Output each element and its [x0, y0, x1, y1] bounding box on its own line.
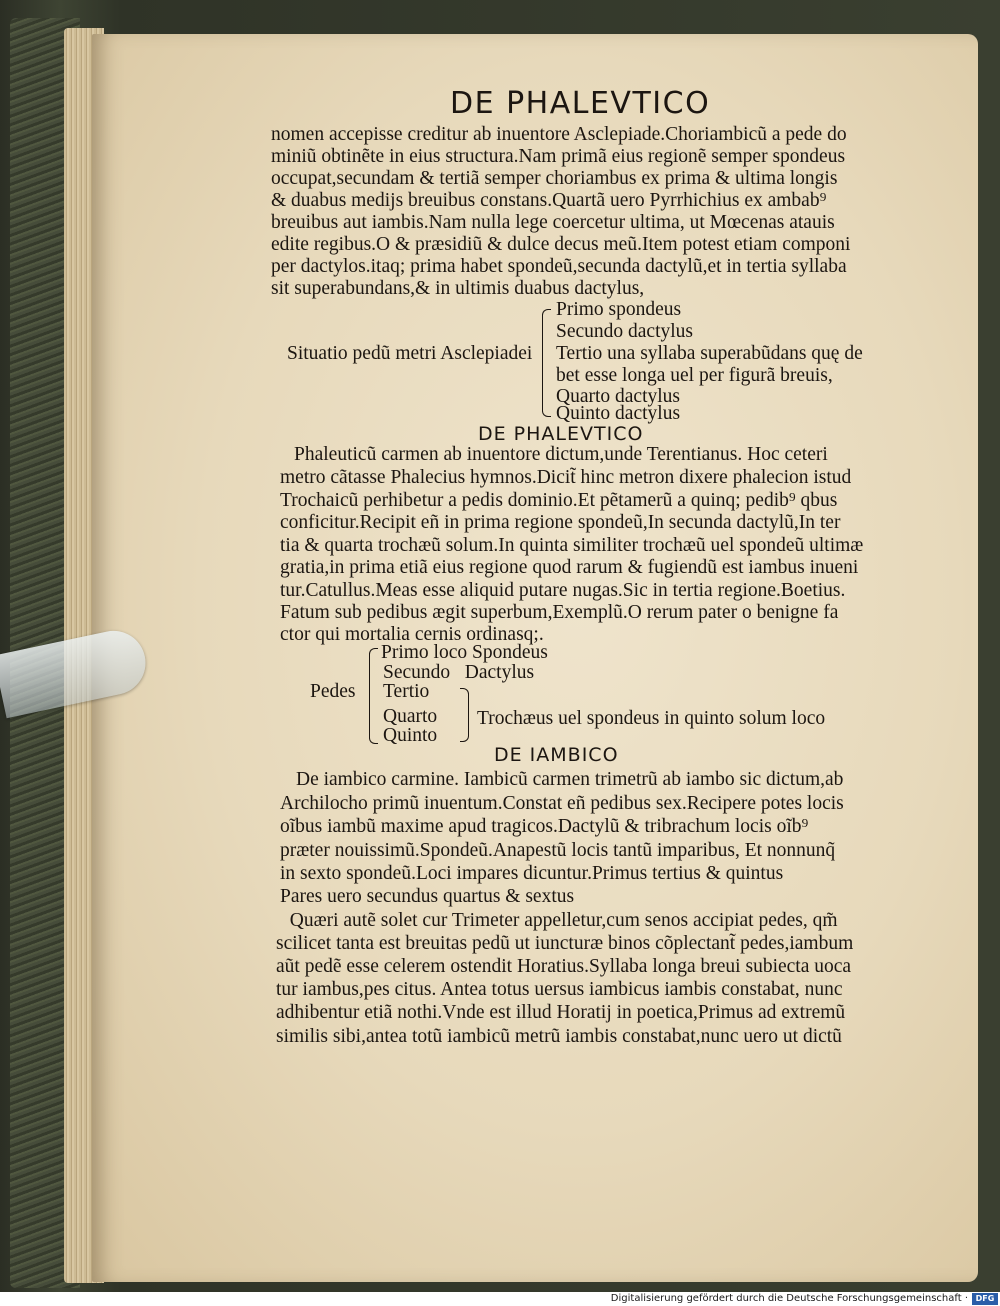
para2-line: Trochaicũ perhibetur a pedis dominio.Et pẽtamerũ a quinq; pedib⁹ qbus — [280, 490, 838, 511]
para2-line: ctor qui mortalia cernis ordinasq;. — [280, 624, 544, 645]
dfg-logo: DFG — [972, 1293, 998, 1305]
para3-line: præter nouissimũ.Spondeũ.Anapestũ locis tantũ imparibus, Et nonnunq̃ — [280, 840, 836, 861]
scheme1-item: Quinto dactylus — [556, 403, 681, 424]
para3-line: De iambico carmine. Iambicũ carmen trimetrũ ab iambo sic dictum,ab — [296, 769, 844, 790]
scheme1-item: Tertio una syllaba superabũdans quę de — [556, 343, 863, 364]
para3-line: tur iambus,pes citus. Antea totus uersus iambicus iambis constabat, nunc — [276, 979, 843, 1000]
scheme2-item: Tertio — [383, 681, 430, 702]
para3-line: Quæri autẽ solet cur Trimeter appelletur,cum senos accipiat pedes, qm̃ — [280, 910, 838, 931]
scheme2-item: Secundo Dactylus — [383, 662, 535, 683]
para2-line: conficitur.Recipit eñ in prima regione spondeũ,In secunda dactylũ,In ter — [280, 512, 841, 533]
para1-line: breuibus aut iambis.Nam nulla lege coercetur ultima, ut Mœcenas atauis — [271, 212, 835, 233]
scheme1-item: Secundo dactylus — [556, 321, 694, 342]
section-heading: DE PHALEVTICO — [478, 423, 644, 445]
section-heading: DE IAMBICO — [494, 744, 619, 766]
para3-line: adhibentur etiã nothi.Vnde est illud Horatij in poetica,Primus ad extremũ — [276, 1002, 846, 1023]
para2-line: metro cãtasse Phalecius hymnos.Dicit̃ hinc metron dixere phalecion istud — [280, 467, 852, 488]
scheme2-brace — [369, 648, 378, 744]
para3-line: aũt pedẽ esse celerem ostendit Horatius.Syllaba longa breui subiecta uoca — [276, 956, 852, 977]
scheme2-note: Trochæus uel spondeus in quinto solum loco — [477, 708, 826, 729]
para3-line: similis sibi,antea totũ iambicũ metrũ iambis constabat,nunc uero ut dictũ — [276, 1026, 842, 1047]
para2-line: Fatum sub pedibus ægit superbum,Exemplũ.O rerum pater o benigne fa — [280, 602, 839, 623]
para1-line: nomen accepisse creditur ab inuentore Asclepiade.Choriambicũ a pede do — [271, 124, 847, 145]
para3-line: Pares uero secundus quartus & sextus — [280, 886, 575, 907]
scheme1-label: Situatio pedũ metri Asclepiadei — [287, 343, 533, 364]
scheme1-brace — [542, 309, 551, 417]
para2-line: gratia,in prima etiã eius regione quod rarum & fugiendũ est iambus inueni — [280, 557, 859, 578]
scheme2-item: Quarto — [383, 706, 438, 727]
scheme1-item: Quarto dactylus — [556, 386, 681, 407]
para3-line: in sexto spondeũ.Loci impares dicuntur.Primus tertius & quintus — [280, 863, 784, 884]
para1-line: edite regibus.O & præsidiũ & dulce decus meũ.Item potest etiam componi — [271, 234, 851, 255]
scheme2-item: Quinto — [383, 725, 438, 746]
para2-line: Phaleuticũ carmen ab inuentore dictum,unde Terentianus. Hoc ceteri — [294, 444, 828, 465]
page-title: DE PHALEVTICO — [450, 86, 711, 121]
para2-line: tur.Catullus.Meas esse aliquid putare nugas.Sic in tertia regione.Boetius. — [280, 580, 846, 601]
scheme2-right-brace — [460, 688, 469, 742]
scheme2-item: Primo loco Spondeus — [381, 642, 548, 663]
para1-line: miniũ obtinẽte in eius structura.Nam primã eius regionẽ semper spondeus — [271, 146, 846, 167]
scheme1-item: bet esse longa uel per figurã breuis, — [556, 365, 833, 386]
footer-credit: Digitalisierung gefördert durch die Deutsche Forschungsgemeinschaft · — [610, 1293, 968, 1304]
para1-line: & duabus medijs breuibus constans.Quartã uero Pyrrhichius ex ambab⁹ — [271, 190, 827, 211]
para3-line: oĩbus iambũ maxime apud tragicos.Dactylũ & tribrachum locis oĩb⁹ — [280, 816, 809, 837]
para2-line: tia & quarta trochæũ solum.In quinta similiter trochæũ uel spondeũ ultimæ — [280, 535, 864, 556]
scheme1-item: Primo spondeus — [556, 299, 682, 320]
para3-line: scilicet tanta est breuitas pedũ ut iuncturæ binos cõplectant̃ pedes,iambum — [276, 933, 854, 954]
para1-line: per dactylos.itaq; prima habet spondeũ,secunda dactylũ,et in tertia syllaba — [271, 256, 847, 277]
para1-line: sit superabundans,& in ultimis duabus dactylus, — [271, 278, 645, 299]
para3-line: Archilocho primũ inuentum.Constat eñ pedibus sex.Recipere potes locis — [280, 793, 844, 814]
scheme2-label: Pedes — [310, 681, 356, 702]
para1-line: occupat,secundam & tertiã semper choriambus ex prima & ultima longis — [271, 168, 838, 189]
